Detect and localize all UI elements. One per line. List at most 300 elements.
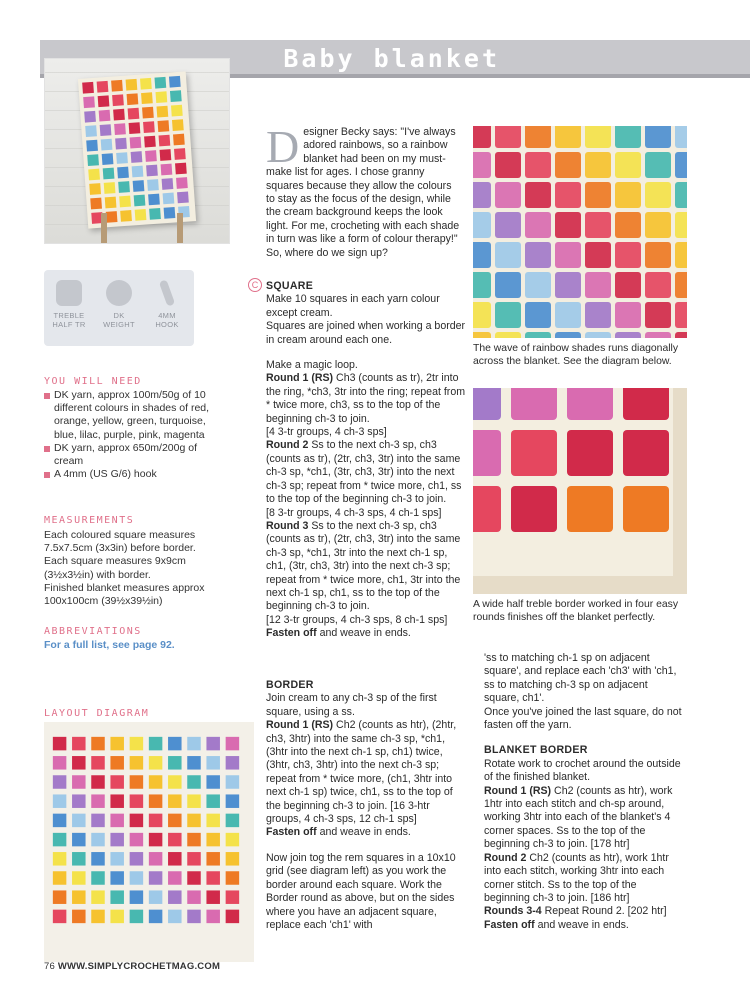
diagram-square xyxy=(226,794,240,808)
diagram-square xyxy=(53,814,67,828)
round-text: Ss to the next ch-3 sp, ch3 (counts as tr), (2tr, ch3, 3tr) into the same ch-3 sp, *ch1, (3tr, ch3, 3tr) into the next ch-3 sp; repeat from * twice more, ch1, ss to the top of the beginning ch-3 to join. xyxy=(266,439,462,506)
hero-square xyxy=(118,181,130,193)
blanket-border-intro: Rotate work to crochet around the outside of the finished blanket. xyxy=(484,757,681,784)
photo-square xyxy=(495,182,521,208)
hero-square xyxy=(176,177,188,189)
diagram-square xyxy=(110,737,124,751)
square-section xyxy=(251,278,468,641)
photo-square xyxy=(473,152,491,178)
hero-square xyxy=(130,137,142,149)
photo-square xyxy=(473,486,501,532)
list-item: DK yarn, approx 650m/200g of cream xyxy=(44,442,224,468)
photo-square xyxy=(623,430,669,476)
list-item: DK yarn, approx 100m/50g of 10 different colours in shades of red, orange, yellow, green, turquoise, blue, lilac, purple, pink, magenta xyxy=(44,389,224,442)
diagram-square xyxy=(53,890,67,904)
diagram-square xyxy=(226,756,240,770)
diagram-square xyxy=(130,756,144,770)
photo-square xyxy=(555,302,581,328)
yarn-info-panel xyxy=(44,270,194,346)
hero-square xyxy=(105,197,117,209)
diagram-square xyxy=(91,890,105,904)
photo-square xyxy=(675,152,687,178)
diagram-square xyxy=(226,910,240,924)
hero-square xyxy=(85,125,97,137)
photo-square xyxy=(585,272,611,298)
round-text: Ch2 (counts as htr), (2htr, ch3, 3htr) into the same ch-3 sp, *ch1, (3htr into the next ch-1 sp, ch1) twice, (3htr, ch3, 3htr) into the next ch-3 sp; repeat from * twice more, (ch1, 3htr into next ch-1 sp) twice, ch1, ss to the top of the beginning ch-3 to join. [16 3-htr groups, 4 ch-3 sps, 12 ch-1 sps] xyxy=(266,719,457,826)
round-label: Round 1 (RS) xyxy=(266,719,334,732)
square-round-3-count: [12 3-tr groups, 4 ch-3 sps, 8 ch-1 sps] xyxy=(266,613,448,626)
photo-square xyxy=(623,486,669,532)
fasten-label: Fasten off xyxy=(484,918,535,931)
diagram-square xyxy=(168,852,182,866)
photo-square xyxy=(585,152,611,178)
diagram-square xyxy=(226,871,240,885)
photo-square xyxy=(615,152,641,178)
diagram-square xyxy=(53,775,67,789)
hero-square xyxy=(116,152,128,164)
photo-square xyxy=(645,242,671,268)
hero-square xyxy=(171,105,183,117)
diagram-square xyxy=(149,794,163,808)
fasten-text: and weave in ends. xyxy=(534,918,629,931)
diagram-square xyxy=(130,833,144,847)
photo-square xyxy=(495,212,521,238)
diagram-square xyxy=(91,852,105,866)
drop-cap: D xyxy=(266,121,300,172)
diagram-square xyxy=(226,890,240,904)
join-instructions: Now join tog the rem squares in a 10x10 grid (see diagram left) as you work the border around each square. Work the Border round as above, but on the sides where you have an adjacent square, replace each 'ch1' with xyxy=(266,851,456,931)
diagram-square xyxy=(53,910,67,924)
diagram-square xyxy=(187,890,201,904)
diagram-square xyxy=(149,890,163,904)
abbreviations-link[interactable]: For a full list, see page 92. xyxy=(44,639,175,651)
photo-square xyxy=(495,242,521,268)
diagram-square xyxy=(226,833,240,847)
blanket-on-chair xyxy=(78,71,196,228)
photo-square xyxy=(473,302,491,328)
hero-square xyxy=(164,207,176,219)
photo-square xyxy=(555,182,581,208)
photo-square xyxy=(675,212,687,238)
crochet-hook-icon xyxy=(159,279,175,306)
photo-square xyxy=(525,272,551,298)
photo-square xyxy=(473,212,491,238)
photo-square xyxy=(645,152,671,178)
photo-square xyxy=(525,332,551,338)
diagram-square xyxy=(149,756,163,770)
photo-square xyxy=(473,272,491,298)
photo-square xyxy=(675,332,687,338)
hero-square xyxy=(98,95,110,107)
page-title: Baby blanket xyxy=(283,44,500,73)
diagram-square xyxy=(149,814,163,828)
intro-column xyxy=(266,121,461,260)
round-text: Repeat Round 2. [202 htr] xyxy=(541,905,667,918)
diagram-square xyxy=(91,910,105,924)
diagram-square xyxy=(72,775,86,789)
diagram-square xyxy=(91,814,105,828)
hero-square xyxy=(86,140,98,152)
diagram-square xyxy=(187,775,201,789)
diagram-square xyxy=(168,756,182,770)
hero-square xyxy=(147,179,159,191)
diagram-square xyxy=(168,814,182,828)
photo-square xyxy=(615,212,641,238)
diagram-square xyxy=(53,833,67,847)
diagram-square xyxy=(226,737,240,751)
diagram-square xyxy=(206,814,220,828)
photo-square xyxy=(675,302,687,328)
photo-square xyxy=(555,152,581,178)
square-round-1-count: [4 3-tr groups, 4 ch-3 sps] xyxy=(266,426,387,439)
diagram-square xyxy=(53,756,67,770)
photo-square xyxy=(495,272,521,298)
hero-square xyxy=(117,167,129,179)
hero-square xyxy=(106,211,118,223)
layout-diagram xyxy=(44,722,254,962)
weight-info xyxy=(96,280,142,329)
photo-square xyxy=(615,272,641,298)
layout-diagram-heading: LAYOUT DIAGRAM xyxy=(44,708,150,719)
measurements-text xyxy=(44,529,214,608)
hero-square xyxy=(135,209,147,221)
diagram-square xyxy=(110,756,124,770)
hero-blanket-squares xyxy=(78,71,196,228)
hero-square xyxy=(111,80,123,92)
photo-border-detail xyxy=(473,388,687,594)
chair-leg xyxy=(101,213,107,243)
magic-loop: Make a magic loop. xyxy=(266,359,358,372)
photo-square xyxy=(645,126,671,148)
hero-square xyxy=(149,208,161,220)
list-item: A 4mm (US G/6) hook xyxy=(44,468,224,481)
hero-square xyxy=(154,77,166,89)
photo-square xyxy=(645,272,671,298)
hero-square xyxy=(126,79,138,91)
hero-square xyxy=(101,139,113,151)
photo-square xyxy=(473,388,501,420)
diagram-square xyxy=(226,775,240,789)
website-link[interactable]: WWW.SIMPLYCROCHETMAG.COM xyxy=(57,961,221,972)
diagram-square xyxy=(206,737,220,751)
hero-square xyxy=(172,119,184,131)
diagram-square xyxy=(187,737,201,751)
diagram-square xyxy=(72,756,86,770)
photo-square xyxy=(525,152,551,178)
diagram-square xyxy=(53,794,67,808)
square-round-1 xyxy=(266,372,468,426)
diagram-square xyxy=(206,910,220,924)
hero-square xyxy=(97,81,109,93)
photo-square xyxy=(645,302,671,328)
hero-square xyxy=(120,210,132,222)
round-label: Round 3 xyxy=(266,519,309,532)
border-intro: Join cream to any ch-3 sp of the first square, using a ss. xyxy=(266,692,437,718)
stitch-label-2: HALF TR xyxy=(52,319,86,329)
diagram-square xyxy=(130,775,144,789)
photo-square xyxy=(511,430,557,476)
hero-square xyxy=(146,165,158,177)
photo-square xyxy=(525,126,551,148)
blanket-fasten-off xyxy=(484,919,684,932)
diagram-square xyxy=(168,871,182,885)
measurements-heading: MEASUREMENTS xyxy=(44,515,135,526)
diagram-square xyxy=(206,852,220,866)
hero-square xyxy=(103,168,115,180)
diagram-square xyxy=(187,833,201,847)
diagram-square xyxy=(187,852,201,866)
diagram-square xyxy=(149,737,163,751)
hero-square xyxy=(174,148,186,160)
border-section xyxy=(266,679,462,939)
abbreviations-heading: ABBREVIATIONS xyxy=(44,626,142,637)
diagram-square xyxy=(72,794,86,808)
hero-square xyxy=(115,138,127,150)
hero-square xyxy=(99,110,111,122)
you-will-need-heading: YOU WILL NEED xyxy=(44,376,142,387)
diagram-square xyxy=(226,814,240,828)
hero-square xyxy=(88,169,100,181)
photo-square xyxy=(555,272,581,298)
diagram-square xyxy=(91,871,105,885)
hero-square xyxy=(143,121,155,133)
photo-square xyxy=(473,430,501,476)
hero-square xyxy=(140,78,152,90)
border-fasten-off xyxy=(266,826,462,839)
chair-leg xyxy=(177,213,183,243)
measurement-line: Finished blanket measures approx 100x100cm (39½x39½in) xyxy=(44,581,205,608)
square-intro-2: Squares are joined when working a border in cream around each one. xyxy=(266,320,466,346)
you-will-need-list xyxy=(44,389,224,481)
hero-square xyxy=(142,107,154,119)
hero-square xyxy=(132,166,144,178)
border-round-1 xyxy=(266,719,462,826)
hero-square xyxy=(100,124,112,136)
diagram-square xyxy=(110,814,124,828)
hero-square xyxy=(175,163,187,175)
hero-square xyxy=(156,91,168,103)
photo-square xyxy=(567,388,613,420)
stitch-info xyxy=(46,280,92,329)
diagram-square xyxy=(187,756,201,770)
weight-label-2: WEIGHT xyxy=(103,319,135,329)
photo-square xyxy=(585,242,611,268)
hero-square xyxy=(158,120,170,132)
diagram-square xyxy=(206,756,220,770)
diagram-square xyxy=(168,890,182,904)
section-marker-icon: C xyxy=(248,278,262,292)
hero-square xyxy=(144,136,156,148)
intro-paragraph xyxy=(266,121,461,260)
photo-square xyxy=(495,332,521,338)
photo-square xyxy=(585,126,611,148)
photo-square xyxy=(495,152,521,178)
hero-square xyxy=(134,195,146,207)
diagram-square xyxy=(110,871,124,885)
round-text: Ss to the next ch-3 sp, ch3 (counts as tr), (2tr, ch3, 3tr) into the same ch-3 sp, *ch1, 3tr into the next ch-1 sp, ch1, (3tr, ch3, 3tr) into the next ch-3 sp; repeat from * twice more, ch1, 3tr into the next ch-1 sp, ch1, ss to the top of the beginning ch-3 to join. xyxy=(266,519,461,613)
fasten-label: Fasten off xyxy=(266,627,317,640)
hero-square xyxy=(87,154,99,166)
photo-square xyxy=(615,126,641,148)
hook-info xyxy=(144,280,190,329)
diagram-square xyxy=(110,890,124,904)
diagram-square xyxy=(53,871,67,885)
hero-square xyxy=(119,196,131,208)
diagram-square xyxy=(168,794,182,808)
photo-square xyxy=(473,332,491,338)
photo-square xyxy=(675,272,687,298)
page-footer xyxy=(44,961,220,972)
hero-square xyxy=(114,123,126,135)
diagram-square xyxy=(168,833,182,847)
hero-square xyxy=(163,193,175,205)
diagram-square xyxy=(72,852,86,866)
intro-text: esigner Becky says: "I've always adored rainbows, so a rainbow blanket had been on my must-make list for ages. I chose granny squares because they allow the colours to stay as the focus of the design, while the cream background keeps the look light. For me, crocheting with each shade in turn was like a form of colour therapy!" So, where do we sign up? xyxy=(266,126,460,259)
diagram-square xyxy=(91,833,105,847)
round-label: Round 2 xyxy=(266,439,309,452)
diagram-square xyxy=(206,794,220,808)
diagram-square xyxy=(110,852,124,866)
blanket-round-1 xyxy=(484,785,684,852)
diagram-square xyxy=(130,852,144,866)
square-round-2-count: [8 3-tr groups, 4 ch-3 sps, 4 ch-1 sps] xyxy=(266,506,442,519)
hero-square xyxy=(127,93,139,105)
hero-photo xyxy=(44,58,230,244)
diagram-square xyxy=(72,737,86,751)
photo-square xyxy=(525,242,551,268)
photo-square xyxy=(585,212,611,238)
photo-square xyxy=(675,126,687,148)
diagram-square xyxy=(130,871,144,885)
round-text: Ch2 (counts as htr), work 1htr into each stitch and ch-sp around, working 3htr into each of the blanket's 4 corner spaces. Ss to the top of the beginning ch-3 to join. [178 htr] xyxy=(484,784,673,851)
rainbow-squares-photo xyxy=(473,126,687,338)
hero-square xyxy=(145,150,157,162)
square-intro: Make 10 squares in each yarn colour except cream. xyxy=(266,293,440,319)
square-round-2 xyxy=(266,439,468,506)
fasten-text: and weave in ends. xyxy=(316,826,411,839)
diagram-square xyxy=(110,910,124,924)
hero-square xyxy=(113,109,125,121)
diagram-square xyxy=(187,814,201,828)
hero-square xyxy=(133,180,145,192)
hero-square xyxy=(169,76,181,88)
diagram-square xyxy=(206,833,220,847)
photo-square xyxy=(567,430,613,476)
diagram-square xyxy=(149,852,163,866)
hero-square xyxy=(129,122,141,134)
measurement-line: Each coloured square measures 7.5x7.5cm (3x3in) before border. xyxy=(44,529,196,555)
round-label: Round 1 (RS) xyxy=(484,784,552,797)
photo-square xyxy=(585,332,611,338)
photo-squares xyxy=(473,126,687,338)
diagram-square xyxy=(110,833,124,847)
photo-square xyxy=(473,242,491,268)
diagram-square xyxy=(168,910,182,924)
diagram-square xyxy=(206,775,220,789)
photo-square xyxy=(585,182,611,208)
hero-square xyxy=(112,94,124,106)
photo-square xyxy=(511,486,557,532)
round-label: Rounds 3-4 xyxy=(484,905,542,918)
photo-square xyxy=(675,182,687,208)
photo-square xyxy=(645,182,671,208)
join-continuation xyxy=(484,652,684,932)
hook-label: 4MM xyxy=(158,311,176,320)
hero-square xyxy=(83,96,95,108)
photo-square xyxy=(555,332,581,338)
border-detail-photo xyxy=(473,388,687,594)
diagram-square xyxy=(72,833,86,847)
hero-square xyxy=(148,194,160,206)
stitch-label: TREBLE xyxy=(53,311,85,320)
photo-square xyxy=(555,126,581,148)
measurement-line: Each square measures 9x9cm (3½x3½in) with border. xyxy=(44,555,186,581)
photo-square xyxy=(495,302,521,328)
blanket-border-heading: BLANKET BORDER xyxy=(484,744,588,757)
diagram-square xyxy=(149,775,163,789)
fasten-label: Fasten off xyxy=(266,826,317,839)
photo-square xyxy=(645,212,671,238)
border-heading: BORDER xyxy=(266,679,314,691)
hero-square xyxy=(104,182,116,194)
yarn-skein-icon xyxy=(56,280,82,306)
page-number: 76 xyxy=(44,961,55,972)
diagram-square xyxy=(187,871,201,885)
hero-square xyxy=(157,106,169,118)
hero-square xyxy=(89,183,101,195)
last-square-note: Once you've joined the last square, do not fasten off the yarn. xyxy=(484,705,682,732)
hero-square xyxy=(170,90,182,102)
fasten-text: and weave in ends. xyxy=(316,627,411,640)
hero-square xyxy=(162,178,174,190)
photo-caption-1: The wave of rainbow shades runs diagonally across the blanket. See the diagram below. xyxy=(473,343,679,367)
yarn-ball-icon xyxy=(106,280,132,306)
square-heading: SQUARE xyxy=(266,280,314,292)
round-label: Round 1 (RS) xyxy=(266,372,334,385)
square-round-3 xyxy=(266,520,468,614)
diagram-square xyxy=(130,737,144,751)
photo-square xyxy=(675,242,687,268)
photo-square xyxy=(525,182,551,208)
layout-diagram-grid xyxy=(44,722,254,962)
hero-square xyxy=(160,149,172,161)
hero-square xyxy=(161,164,173,176)
hero-square xyxy=(131,151,143,163)
diagram-square xyxy=(53,737,67,751)
photo-square xyxy=(645,332,671,338)
diagram-square xyxy=(149,871,163,885)
diagram-square xyxy=(206,890,220,904)
diagram-square xyxy=(226,852,240,866)
photo-square xyxy=(555,242,581,268)
blanket-rounds-3-4 xyxy=(484,905,684,918)
diagram-square xyxy=(110,794,124,808)
photo-square xyxy=(567,486,613,532)
hero-square xyxy=(90,198,102,210)
photo-square xyxy=(525,212,551,238)
diagram-square xyxy=(149,833,163,847)
hero-square xyxy=(141,92,153,104)
diagram-square xyxy=(91,756,105,770)
photo-square xyxy=(615,302,641,328)
round-text: Ch2 (counts as htr), work 1htr into each stitch, working 3htr into each corner stitch. Ss to the top of the beginning ch-3 to join. [186 htr] xyxy=(484,851,669,904)
diagram-square xyxy=(91,775,105,789)
diagram-square xyxy=(53,852,67,866)
photo-square xyxy=(623,388,669,420)
diagram-square xyxy=(168,737,182,751)
hero-square xyxy=(128,108,140,120)
diagram-square xyxy=(72,814,86,828)
